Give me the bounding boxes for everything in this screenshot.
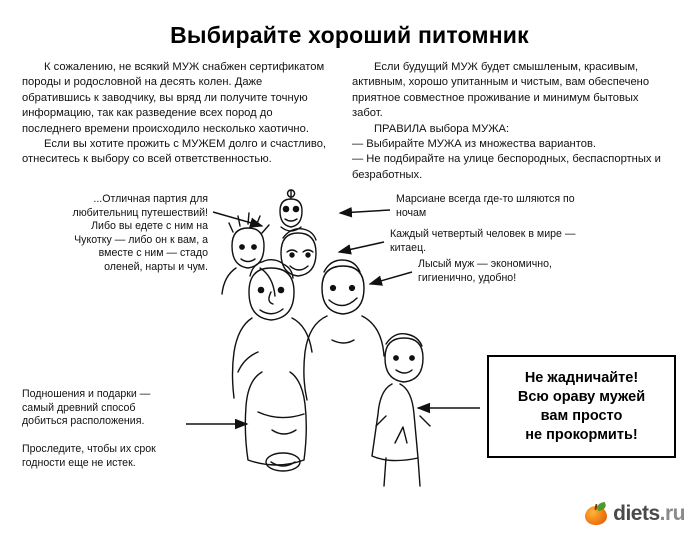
body-text-left-column xyxy=(22,60,332,168)
figure-alien xyxy=(280,190,302,231)
paragraph: Если вы хотите прожить с МУЖЕМ долго и счастливо, отнеситесь к выбору со всей ответственностью. xyxy=(22,138,327,166)
arrow-travel xyxy=(213,212,262,226)
note-bald: Лысый муж — экономично, гигиенично, удобно! xyxy=(418,258,552,284)
figure-grinning-right xyxy=(304,260,384,400)
note-mars: Марсиане всегда где-то шляются по ночам xyxy=(396,193,575,219)
body-text-right-column xyxy=(352,60,672,183)
arrow-chinese xyxy=(339,242,384,252)
rules-heading: ПРАВИЛА выбора МУЖА: xyxy=(374,122,510,135)
brand-suffix: .ru xyxy=(659,502,685,525)
brand-wordmark xyxy=(613,502,685,526)
apple-icon xyxy=(585,503,607,525)
rule-item: — Выбирайте МУЖА из множества вариантов. xyxy=(352,138,597,151)
arrow-bald xyxy=(370,272,412,284)
figure-smiling-top xyxy=(281,229,316,276)
figure-front-body xyxy=(245,372,306,471)
page-title: Выбирайте хороший питомник xyxy=(170,22,529,48)
paragraph: К сожалению, не всякий МУЖ снабжен сертификатом породы и родословной на десять колен. Даже обратившись к заводчику, вы вряд ли получите точную информацию, так как разведение всех пород до последнего времени происходило несколько хаотично. xyxy=(22,61,325,135)
figure-hairy-center xyxy=(233,260,313,398)
figure-girl-right xyxy=(372,334,430,486)
note-expiry: Проследите, чтобы их срок годности еще не истек. xyxy=(22,443,156,469)
slogan-line: не прокормить! xyxy=(525,426,638,443)
note-chinese: Каждый четвертый человек в мире — китаец. xyxy=(390,228,576,254)
slogan-line: вам просто xyxy=(540,407,623,424)
slogan-line: Не жадничайте! xyxy=(524,369,639,386)
site-logo xyxy=(585,502,685,526)
slogan-line: Всю ораву мужей xyxy=(517,388,646,405)
arrow-mars xyxy=(340,210,390,213)
paragraph: Если будущий МУЖ будет смышленым, красивым, активным, хорошо упитанным и чистым, вам обеспечено приятное совместное проживание и минимум бытовых забот. xyxy=(352,61,650,120)
note-gifts: Подношения и подарки — самый древний способ добиться расположения. xyxy=(22,388,151,428)
brand-name: diets xyxy=(613,502,660,525)
rule-item: — Не подбирайте на улице беспородных, беспаспортных и безработных. xyxy=(352,153,661,181)
figure-spiky xyxy=(222,213,275,296)
note-travel: ...Отличная партия для любительниц путешествий! Либо вы едете с ним на Чукотку — либо он к вам, а вместе с ним — стадо оленей, нарты и чум. xyxy=(72,193,208,273)
slogan-box xyxy=(487,355,676,458)
